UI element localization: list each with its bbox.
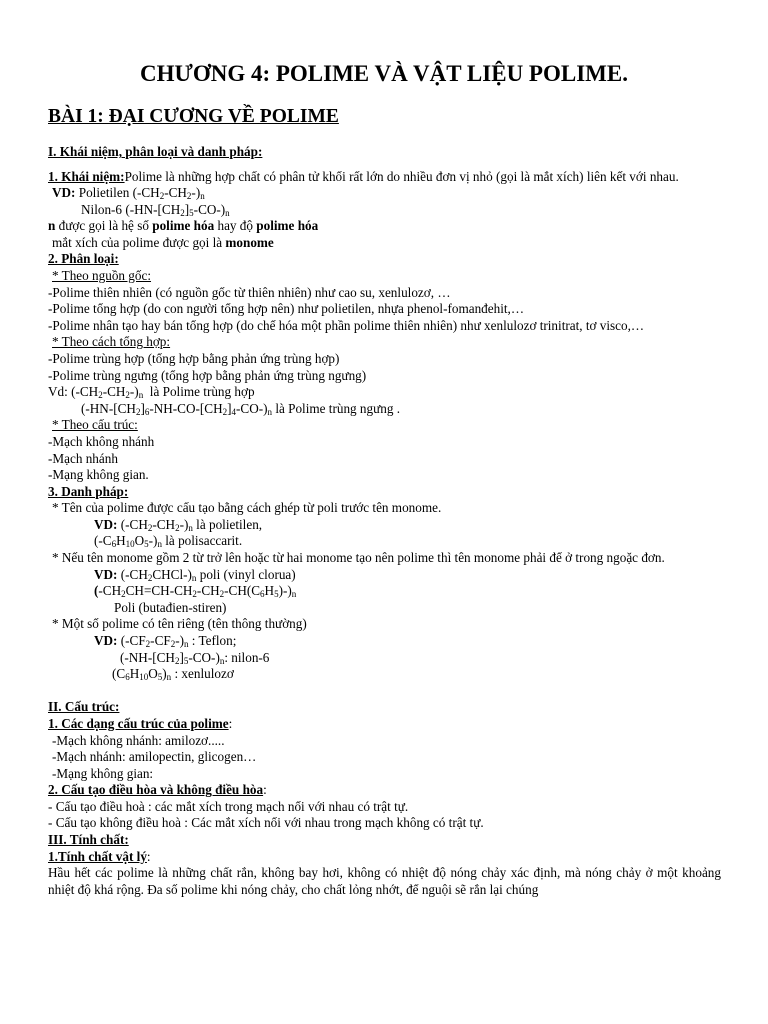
example-line: Nilon-6 $(-HN-[CH_2]_5-CO-)_n$ [81, 201, 230, 218]
list-item: -Polime trùng ngưng (tổng hợp bằng phản ứng trùng ngưng) [48, 367, 367, 383]
concept-heading: 1. Khái niệm: [48, 168, 125, 184]
subheading: 1. Các dạng cấu trúc của polime: [48, 715, 233, 731]
lesson-title: BÀI 1: ĐẠI CƯƠNG VỀ POLIME [48, 106, 339, 127]
list-item: -Polime thiên nhiên (có nguồn gốc từ thiên nhiên) như cao su, xenlulozơ, … [48, 284, 451, 300]
list-item: * Một số polime có tên riêng (tên thông thường) [52, 616, 307, 632]
example-line: $(-NH-[CH_2]_5-CO-)_n$: nilon-6 [120, 649, 270, 666]
section-3-heading: III. Tính chất: [48, 832, 129, 848]
list-item: -Polime tổng hợp (do con người tổng hợp nên) như polietilen, nhựa phenol-fomanđehit,… [48, 301, 525, 317]
section-1-heading: I. Khái niệm, phân loại và danh pháp: [48, 144, 263, 159]
example-line: Poli (butađien-stiren) [114, 599, 227, 615]
concept-text: Polime là những hợp chất có phân tử khối rất lớn do nhiều đơn vị nhỏ (gọi là mắt xích) liên kết với nhau. [124, 168, 679, 184]
list-item: -Mạch nhánh [48, 450, 118, 466]
definition-line: mắt xích của polime được gọi là monome [52, 234, 274, 250]
example-line: $(-C_6H_{10}O_5-)_n$ là polisaccarit. [94, 533, 243, 550]
example-line: VD: $(-CH_2CHCl-)_n$ poli (vinyl clorua) [94, 566, 296, 583]
subheading: * Theo nguồn gốc: [52, 268, 152, 284]
list-item: -Mạng không gian. [48, 467, 149, 483]
example-line: Vd: $(-CH_2-CH_2-)_n$ là Polime trùng hợp [48, 384, 255, 401]
concept-paragraph [48, 169, 721, 186]
section-2-heading: II. Cấu trúc: [48, 699, 120, 715]
list-item: -Mạch không nhánh [48, 433, 155, 449]
document-body [48, 144, 721, 898]
list-item: -Mạch nhánh: amilopectin, glicogen… [52, 749, 257, 765]
list-item: * Tên của polime được cấu tạo bằng cách ghép từ poli trước tên monome. [52, 500, 442, 516]
subheading: * Theo cách tổng hợp: [52, 334, 171, 350]
definition-line: n được gọi là hệ số polime hóa hay độ polime hóa [48, 218, 319, 234]
list-item: -Mạng không gian: [52, 765, 154, 781]
list-item: - Cấu tạo điều hoà : các mắt xích trong mạch nối với nhau có trật tự. [48, 798, 409, 814]
list-item: -Mạch không nhánh: amilozơ..... [52, 732, 225, 748]
list-item: -Polime nhân tạo hay bán tổng hợp (do chế hóa một phần polime thiên nhiên) như xenlulozơ trinitrat, tơ visco,… [48, 317, 645, 333]
list-item: * Nếu tên monome gồm 2 từ trở lên hoặc từ hai monome tạo nên polime thì tên monome phải để ở trong ngoặc đơn. [52, 550, 665, 566]
example-line: VD: $(-CF_2-CF_2-)_n$ : Teflon; [94, 632, 237, 649]
subheading: 2. Cấu tạo điều hòa và không điều hòa: [48, 782, 267, 798]
nomenclature-heading: 3. Danh pháp: [48, 483, 129, 499]
list-item: -Polime trùng hợp (tổng hợp bằng phản ứng trùng hợp) [48, 350, 340, 366]
physical-properties-paragraph: Hầu hết các polime là những chất rắn, không bay hơi, không có nhiệt độ nóng chảy xác định, mà nóng chảy ở một khoảng nhiệt độ khá rộng. Đa số polime khi nóng chảy, cho chất lỏng nhớt, để nguội sẽ rắn lại chúng [48, 865, 721, 897]
example-line: $(-CH_2CH=CH-CH_2-CH_2-CH(C_6H_5)-)_n$ [94, 583, 297, 600]
example-line: VD: $(-CH_2-CH_2-)_n$ là polietilen, [94, 516, 263, 533]
example-line: VD: Polietilen $(-CH_2-CH_2-)_n$ [52, 185, 205, 202]
list-item: - Cấu tạo không điều hoà : Các mắt xích nối với nhau trong mạch không có trật tự. [48, 815, 484, 831]
chapter-title: CHƯƠNG 4: POLIME VÀ VẬT LIỆU POLIME. [140, 61, 628, 86]
subheading: * Theo cấu trúc: [52, 417, 138, 433]
subheading: 1.Tính chất vật lý: [48, 848, 151, 864]
example-line: $(C_6H_{10}O_5)_n$ : xenlulozơ [112, 666, 234, 683]
example-line: $(-HN-[CH_2]_6-NH-CO-[CH_2]_4-CO-)_n$ là Polime trùng ngưng . [81, 400, 401, 417]
classification-heading: 2. Phân loại: [48, 251, 119, 267]
